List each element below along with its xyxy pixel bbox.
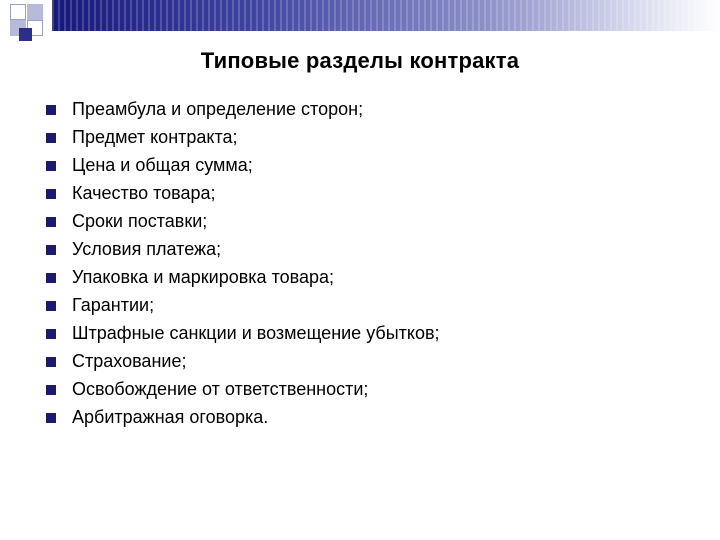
- square-bullet-icon: [46, 301, 56, 311]
- list-item: [46, 179, 440, 207]
- list-item-text: Условия платежа;: [72, 239, 222, 259]
- bullet-list: [46, 95, 440, 431]
- list-item: [46, 123, 440, 151]
- decor-square: [19, 28, 32, 41]
- list-item: [46, 263, 440, 291]
- square-bullet-icon: [46, 413, 56, 423]
- square-bullet-icon: [46, 217, 56, 227]
- list-item: [46, 375, 440, 403]
- square-bullet-icon: [46, 329, 56, 339]
- list-item-text: Упаковка и маркировка товара;: [72, 267, 335, 287]
- list-item-text: Качество товара;: [72, 183, 216, 203]
- square-bullet-icon: [46, 133, 56, 143]
- decor-square: [10, 4, 26, 20]
- band-stripes: [52, 0, 720, 31]
- list-item-text: Предмет контракта;: [72, 127, 238, 147]
- list-item: [46, 95, 440, 123]
- list-item: [46, 403, 440, 431]
- square-bullet-icon: [46, 385, 56, 395]
- square-bullet-icon: [46, 105, 56, 115]
- list-item: [46, 291, 440, 319]
- list-item: [46, 235, 440, 263]
- list-item-text: Освобождение от ответственности;: [72, 379, 369, 399]
- list-item: [46, 151, 440, 179]
- list-item-text: Страхование;: [72, 351, 187, 371]
- list-item: [46, 347, 440, 375]
- square-bullet-icon: [46, 357, 56, 367]
- square-bullet-icon: [46, 189, 56, 199]
- square-bullet-icon: [46, 273, 56, 283]
- list-item-text: Преамбула и определение сторон;: [72, 99, 364, 119]
- list-item: [46, 319, 440, 347]
- list-item-text: Цена и общая сумма;: [72, 155, 253, 175]
- square-bullet-icon: [46, 161, 56, 171]
- decor-square: [27, 4, 43, 20]
- list-item-text: Арбитражная оговорка.: [72, 407, 269, 427]
- square-bullet-icon: [46, 245, 56, 255]
- list-item-text: Гарантии;: [72, 295, 155, 315]
- list-item-text: Сроки поставки;: [72, 211, 208, 231]
- list-item: [46, 207, 440, 235]
- header-gradient-band: [52, 0, 720, 31]
- slide-title: Типовые разделы контракта: [200, 48, 520, 73]
- list-item-text: Штрафные санкции и возмещение убытков;: [72, 323, 440, 343]
